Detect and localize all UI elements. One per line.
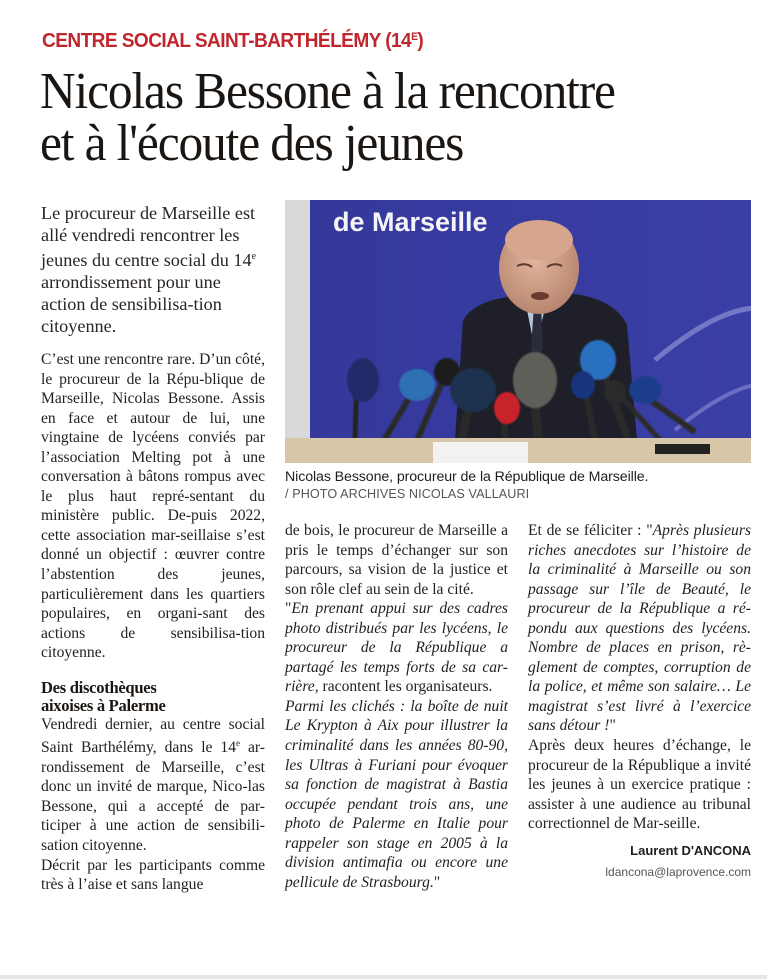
headline-line-2: et à l'écoute des jeunes (40, 115, 464, 172)
kicker-superscript: E (411, 31, 418, 43)
bottom-edge-bar (0, 975, 767, 979)
photo-credit: / PHOTO ARCHIVES NICOLAS VALLAURI (285, 487, 530, 501)
paragraph: C’est une rencontre rare. D’un côté, le procureur de la Répu-blique de Marseille, Nicolas Bessone. Assis en face et autour de lui, une vingtaine de lycéens conviés par l’association Melting pot à une conversation à bâtons rompus avec le plus haut repré-sentant du ministère public. De-puis 2022, cette association mar-seillaise s’est donné un objectif : œuvrer contre l’abstention des jeunes, particulièrement dans les quartiers populaires, en organi-sant des actions de sensibilisa-tion citoyenne. (41, 351, 265, 662)
paragraph: Après deux heures d’échange, le procureur de la République a invité les jeunes à un exercice pratique : assister à une audience au tribunal correctionnel de Mar-seille. (528, 737, 751, 833)
kicker-text: CENTRE SOCIAL SAINT-BARTHÉLÉMY (14 (42, 29, 412, 52)
quote-close: " (609, 717, 616, 735)
kicker-end: ) (417, 29, 424, 52)
photo-caption (285, 468, 755, 502)
quote-paragraph (285, 599, 508, 697)
bald-crown (505, 220, 573, 260)
quote-open: " (285, 600, 292, 618)
photo (285, 200, 751, 463)
mouth (531, 292, 549, 300)
paragraph: Décrit par les participants comme très à l’aise et sans langue (41, 856, 265, 894)
quote-paragraph (285, 697, 508, 892)
author-email[interactable]: ldancona@laprovence.com (605, 864, 751, 879)
device-on-table (655, 444, 710, 454)
paragraph-text-b: ar-rondissement de Marseille, c’est donc un invité de marque, Nico-las Bessone, qui a accepté de par-ticiper à une action de sensibili-sation citoyenne. (41, 739, 265, 855)
lede (41, 202, 265, 337)
quote-attribution: racontent les organisateurs. (318, 678, 493, 696)
quote-close: " (433, 873, 441, 891)
caption-text: Nicolas Bessone, procureur de la République de Marseille. (285, 469, 649, 485)
paragraph: de bois, le procureur de Marseille a pris le temps d’échanger sur son parcours, sa vision de la justice et son rôle clef au sein de la cité. (285, 522, 508, 598)
lede-text-b: arrondissement pour une action de sensibilisa-tion citoyenne. (41, 272, 222, 336)
paragraph-text-a: Vendredi dernier, au centre social Saint Barthélémy, dans le 14 (41, 715, 265, 757)
author-byline: Laurent D'ANCONA (630, 842, 751, 858)
column-3 (528, 521, 751, 881)
kicker (42, 29, 423, 53)
name-card (433, 442, 528, 463)
subheading-line-2: aixoises à Palerme (41, 695, 166, 715)
headline-line-1: Nicolas Bessone à la rencontre (40, 63, 615, 120)
left-wall (285, 200, 310, 463)
headline (40, 63, 615, 172)
quote-paragraph (528, 521, 751, 736)
lede-text-a: Le procureur de Marseille est allé vendredi rencontrer les jeunes du centre social du 14 (41, 203, 256, 270)
superscript: e (236, 738, 241, 749)
lede-superscript: e (251, 251, 257, 262)
paragraph (41, 715, 265, 856)
quote-italic: Parmi les clichés : la boîte de nuit Le Krypton à Aix pour illustrer la criminalité dans les années 80-90, les Ultras à Furiani pour évoquer sa fonction de magistrat à Bastia occupée pendant trois ans, une photo de Palerme en Italie pour rappeler son stage en 2005 à la division antimafia ou encore une pellicule de Strasbourg. (285, 697, 508, 891)
press-conference-photo (285, 200, 751, 463)
quote-intro: Et de se féliciter : " (528, 522, 653, 539)
subheading-line-1: Des discothèques (41, 677, 157, 697)
backdrop-text: de Marseille (333, 207, 488, 237)
quote-italic: Après plusieurs riches anecdotes sur l’histoire de la criminalité à Marseille ou son passage sur l’île de Beauté, le procureur de la République a ré-pondu aux questions des lycéens. Nombre de places en prison, rè-glement de comptes, corruption de la police, et même son salaire… Le magistrat s’est livré à l’exercice sans détour ! (528, 522, 751, 735)
quote-italic: En prenant appui sur des cadres photo distribués par les lycéens, le procureur de la République a partagé les temps forts de sa car-rière, (285, 600, 508, 696)
column-1 (41, 350, 265, 895)
subheading (41, 679, 265, 715)
column-2 (285, 521, 508, 892)
